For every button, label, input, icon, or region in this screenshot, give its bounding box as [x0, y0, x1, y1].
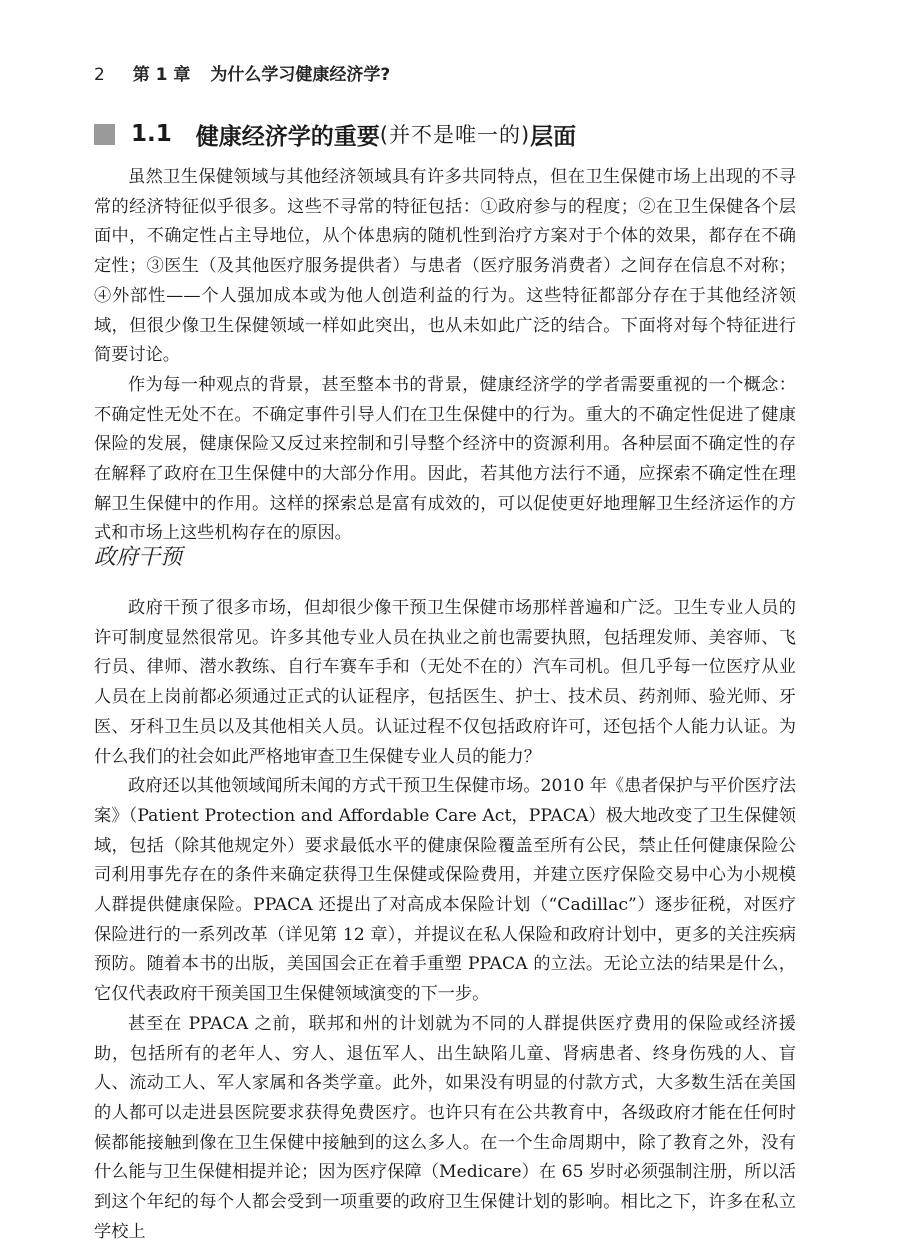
- chapter-label: 第 1 章: [132, 65, 191, 85]
- section-number: 1.1: [131, 121, 172, 147]
- subsection-body: [94, 594, 796, 1247]
- section-body: [94, 163, 796, 549]
- chapter-title: 为什么学习健康经济学?: [210, 65, 391, 85]
- section-title-parenthetical: (并不是唯一的): [379, 123, 531, 147]
- paragraph: 虽然卫生保健领域与其他经济领域具有许多共同特点，但在卫生保健市场上出现的不寻常的经济特征似乎很多。这些不寻常的特征包括：①政府参与的程度；②在卫生保健各个层面中，不确定性占主导地位，从个体患病的随机性到治疗方案对于个体的效果，都存在不确定性；③医生（及其他医疗服务提供者）与患者（医疗服务消费者）之间存在信息不对称；④外部性——个人强加成本或为他人创造利益的行为。这些特征都部分存在于其他经济领域，但很少像卫生保健领域一样如此突出，也从未如此广泛的结合。下面将对每个特征进行简要讨论。: [94, 167, 796, 366]
- running-header: [94, 60, 390, 85]
- subsection-heading: 政府干预: [94, 545, 183, 570]
- section-heading: [94, 118, 576, 150]
- page-number: 2: [94, 65, 105, 85]
- paragraph: 政府还以其他领域闻所未闻的方式干预卫生保健市场。2010 年《患者保护与平价医疗法案》（Patient Protection and Affordable Care Act，PPACA）极大地改变了卫生保健领域，包括（除其他规定外）要求最低水平的健康保险覆盖至所有公民，禁止任何健康保险公司利用事先存在的条件来确定获得卫生保健或保险费用，并建立医疗保险交易中心为小规模人群提供健康保险。PPACA 还提出了对高成本保险计划（“Cadillac”）逐步征税，对医疗保险进行的一系列改革（详见第 12 章），并提议在私人保险和政府计划中，更多的关注疾病预防。随着本书的出版，美国国会正在着手重塑 PPACA 的立法。无论立法的结果是什么，它仅代表政府干预美国卫生保健领域演变的下一步。: [94, 776, 796, 1005]
- section-title-main: 健康经济学的重要: [195, 123, 380, 150]
- section-marker-square: [94, 124, 115, 145]
- section-title-end: 层面: [530, 123, 577, 150]
- paragraph: 政府干预了很多市场，但却很少像干预卫生保健市场那样普遍和广泛。卫生专业人员的许可制度显然很常见。许多其他专业人员在执业之前也需要执照，包括理发师、美容师、飞行员、律师、潜水教练、自行车赛车手和（无处不在的）汽车司机。但几乎每一位医疗从业人员在上岗前都必须通过正式的认证程序，包括医生、护士、技术员、药剂师、验光师、牙医、牙科卫生员以及其他相关人员。认证过程不仅包括政府许可，还包括个人能力认证。为什么我们的社会如此严格地审查卫生保健专业人员的能力？: [94, 598, 796, 767]
- paragraph: 甚至在 PPACA 之前，联邦和州的计划就为不同的人群提供医疗费用的保险或经济援助，包括所有的老年人、穷人、退伍军人、出生缺陷儿童、肾病患者、终身伤残的人、盲人、流动工人、军人家属和各类学童。此外，如果没有明显的付款方式，大多数生活在美国的人都可以走进县医院要求获得免费医疗。也许只有在公共教育中，各级政府才能在任何时候都能接触到像在卫生保健中接触到的这么多人。在一个生命周期中，除了教育之外，没有什么能与卫生保健相提并论；因为医疗保障（Medicare）在 65 岁时必须强制注册，所以活到这个年纪的每个人都会受到一项重要的政府卫生保健计划的影响。相比之下，许多在私立学校上: [94, 1013, 796, 1242]
- paragraph: 作为每一种观点的背景，甚至整本书的背景，健康经济学的学者需要重视的一个概念：不确定性无处不在。不确定事件引导人们在卫生保健中的行为。重大的不确定性促进了健康保险的发展，健康保险又反过来控制和引导整个经济中的资源利用。各种层面不确定性的存在解释了政府在卫生保健中的大部分作用。因此，若其他方法行不通，应探索不确定性在理解卫生保健中的作用。这样的探索总是富有成效的，可以促使更好地理解卫生经济运作的方式和市场上这些机构存在的原因。: [94, 374, 796, 544]
